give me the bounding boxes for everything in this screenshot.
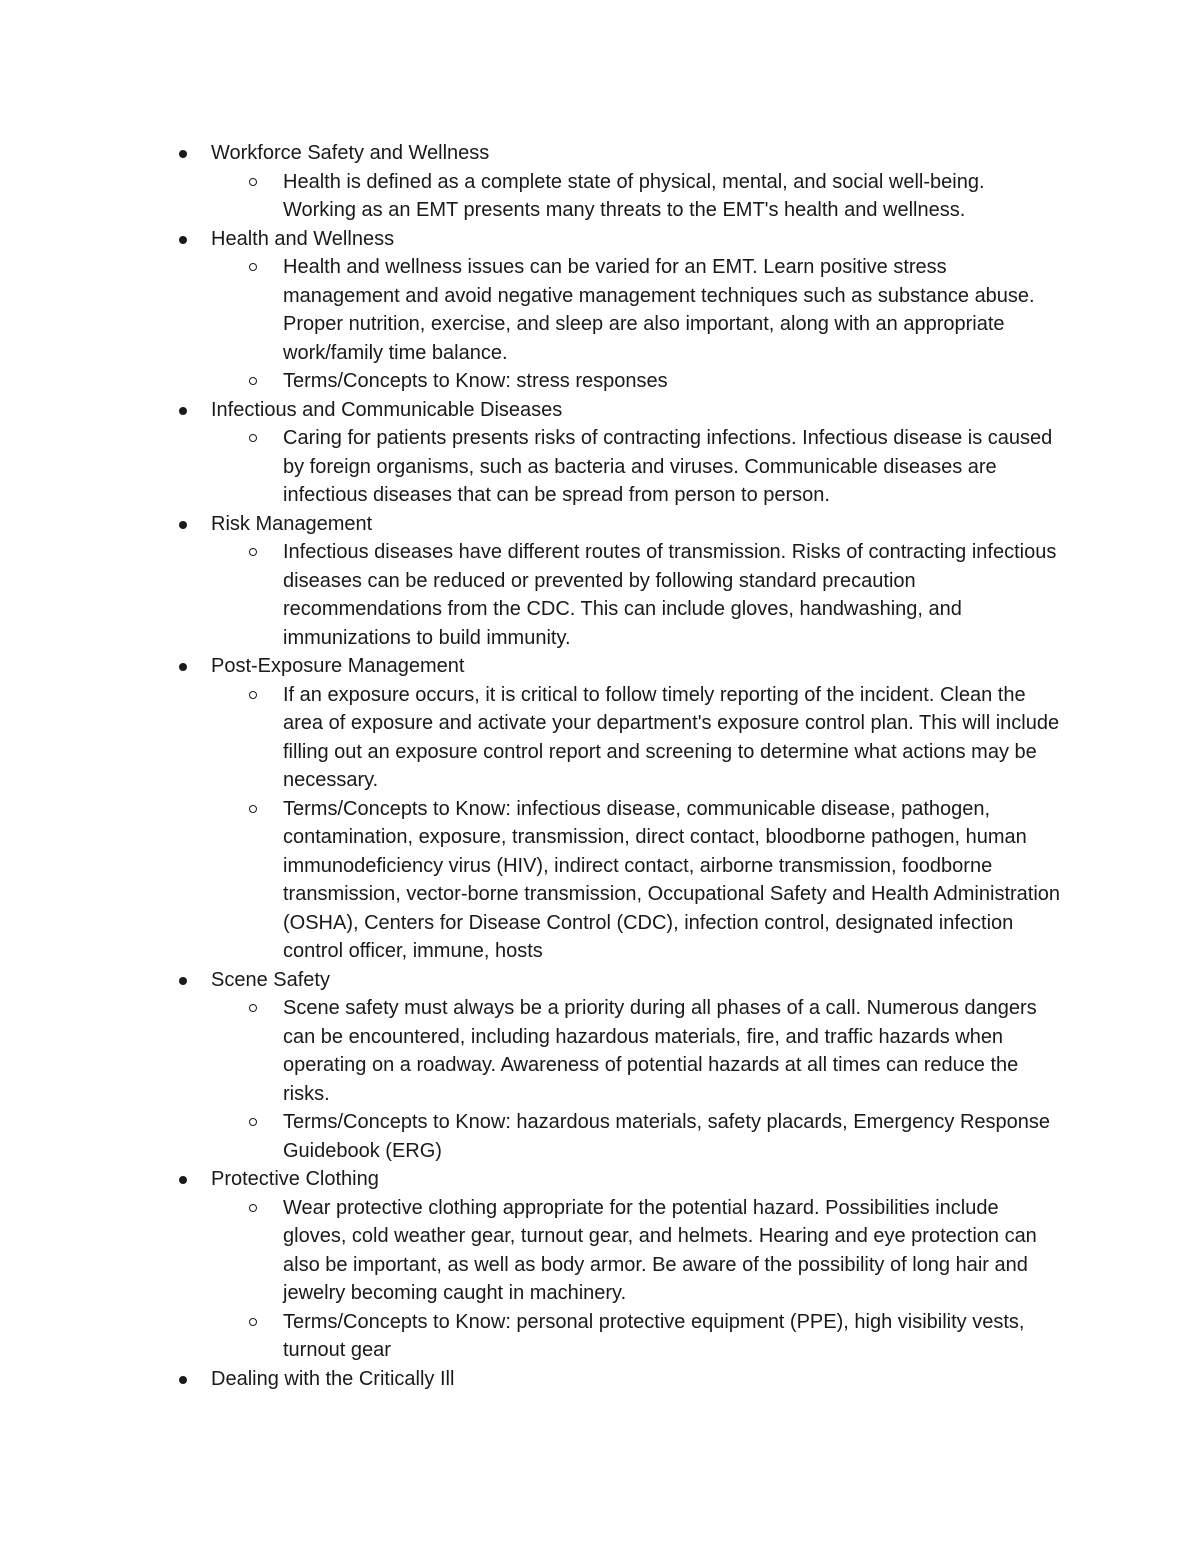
bullet-outline	[0, 139, 1200, 1393]
hollow-bullet-icon	[249, 434, 257, 442]
outline-section	[0, 652, 1200, 966]
sub-bullet-list	[0, 994, 1200, 1165]
sub-bullet-item	[0, 367, 1063, 396]
outline-section	[0, 225, 1200, 396]
hollow-bullet-icon	[249, 1318, 257, 1326]
sub-bullet-text: Health is defined as a complete state of physical, mental, and social well-being. Working as an EMT presents many threats to the EMT's health and wellness.	[283, 170, 985, 221]
filled-bullet-icon	[179, 1176, 187, 1184]
sub-bullet-text: Infectious diseases have different routes of transmission. Risks of contracting infectious diseases can be reduced or prevented by following standard precaution recommendations from the CDC. This can include gloves, handwashing, and immunizations to build immunity.	[283, 541, 1057, 649]
outline-section	[0, 396, 1200, 510]
filled-bullet-icon	[179, 977, 187, 985]
filled-bullet-icon	[179, 236, 187, 244]
sub-bullet-list	[0, 168, 1200, 225]
section-heading: Scene Safety	[211, 968, 330, 991]
sub-bullet-item	[0, 168, 1063, 225]
sub-bullet-item	[0, 538, 1063, 652]
section-heading: Dealing with the Critically Ill	[211, 1367, 455, 1390]
sub-bullet-text: Terms/Concepts to Know: hazardous materials, safety placards, Emergency Response Guidebook (ERG)	[283, 1111, 1051, 1162]
hollow-bullet-icon	[249, 1004, 257, 1012]
section-heading-row	[0, 510, 1200, 539]
sub-bullet-text: If an exposure occurs, it is critical to follow timely reporting of the incident. Clean the area of exposure and activate your department's exposure control plan. This will include filling out an exposure control report and screening to determine what actions may be necessary.	[283, 683, 1060, 791]
section-heading-row	[0, 225, 1200, 254]
filled-bullet-icon	[179, 1376, 187, 1384]
sub-bullet-item	[0, 681, 1063, 795]
hollow-bullet-icon	[249, 691, 257, 699]
hollow-bullet-icon	[249, 1118, 257, 1126]
sub-bullet-item	[0, 1194, 1063, 1308]
hollow-bullet-icon	[249, 1204, 257, 1212]
sub-bullet-text: Terms/Concepts to Know: personal protective equipment (PPE), high visibility vests, turnout gear	[283, 1310, 1025, 1361]
sub-bullet-text: Caring for patients presents risks of contracting infections. Infectious disease is caused by foreign organisms, such as bacteria and viruses. Communicable diseases are infectious diseases that can be spread from person to person.	[283, 427, 1053, 506]
section-heading-row	[0, 139, 1200, 168]
section-heading: Health and Wellness	[211, 227, 395, 250]
sub-bullet-item	[0, 253, 1063, 367]
outline-section	[0, 510, 1200, 653]
sub-bullet-list	[0, 1194, 1200, 1365]
sub-bullet-text: Health and wellness issues can be varied for an EMT. Learn positive stress management and avoid negative management techniques such as substance abuse. Proper nutrition, exercise, and sleep are also important, along with an appropriate work/family time balance.	[283, 256, 1035, 364]
section-heading: Post-Exposure Management	[211, 655, 465, 677]
outline-section	[0, 1365, 1200, 1394]
outline-section	[0, 139, 1200, 225]
sub-bullet-item	[0, 1108, 1063, 1165]
sub-bullet-list	[0, 681, 1200, 966]
hollow-bullet-icon	[249, 377, 257, 385]
sub-bullet-text: Wear protective clothing appropriate for the potential hazard. Possibilities include gloves, cold weather gear, turnout gear, and helmets. Hearing and eye protection can also be important, as well as body armor. Be aware of the possibility of long hair and jewelry becoming caught in machinery.	[283, 1196, 1037, 1304]
sub-bullet-text: Terms/Concepts to Know: infectious disease, communicable disease, pathogen, contamination, exposure, transmission, direct contact, bloodborne pathogen, human immunodeficiency virus (HIV), indirect contact, airborne transmission, foodborne transmission, vector-borne transmission, Occupational Safety and Health Administration (OSHA), Centers for Disease Control (CDC), infection control, designated infection control officer, immune, hosts	[283, 797, 1061, 962]
outline-section	[0, 966, 1200, 1166]
section-heading: Protective Clothing	[211, 1168, 379, 1190]
hollow-bullet-icon	[249, 263, 257, 271]
section-heading: Workforce Safety and Wellness	[211, 142, 490, 164]
sub-bullet-list	[0, 253, 1200, 396]
section-heading: Risk Management	[211, 512, 373, 535]
filled-bullet-icon	[179, 407, 187, 415]
sub-bullet-text: Scene safety must always be a priority during all phases of a call. Numerous dangers can be encountered, including hazardous materials, fire, and traffic hazards when operating on a roadway. Awareness of potential hazards at all times can reduce the risks.	[283, 997, 1037, 1105]
hollow-bullet-icon	[249, 805, 257, 813]
sub-bullet-text: Terms/Concepts to Know: stress responses	[283, 370, 668, 392]
section-heading-row	[0, 396, 1200, 425]
section-heading-row	[0, 1365, 1200, 1394]
sub-bullet-list	[0, 424, 1200, 510]
sub-bullet-item	[0, 424, 1063, 510]
filled-bullet-icon	[179, 521, 187, 529]
hollow-bullet-icon	[249, 548, 257, 556]
hollow-bullet-icon	[249, 178, 257, 186]
sub-bullet-list	[0, 538, 1200, 652]
sub-bullet-item	[0, 994, 1063, 1108]
section-heading: Infectious and Communicable Diseases	[211, 398, 563, 421]
outline-section	[0, 1165, 1200, 1365]
filled-bullet-icon	[179, 150, 187, 158]
section-heading-row	[0, 966, 1200, 995]
section-heading-row	[0, 1165, 1200, 1194]
sub-bullet-item	[0, 1308, 1063, 1365]
sub-bullet-item	[0, 795, 1063, 966]
section-heading-row	[0, 652, 1200, 681]
filled-bullet-icon	[179, 663, 187, 671]
